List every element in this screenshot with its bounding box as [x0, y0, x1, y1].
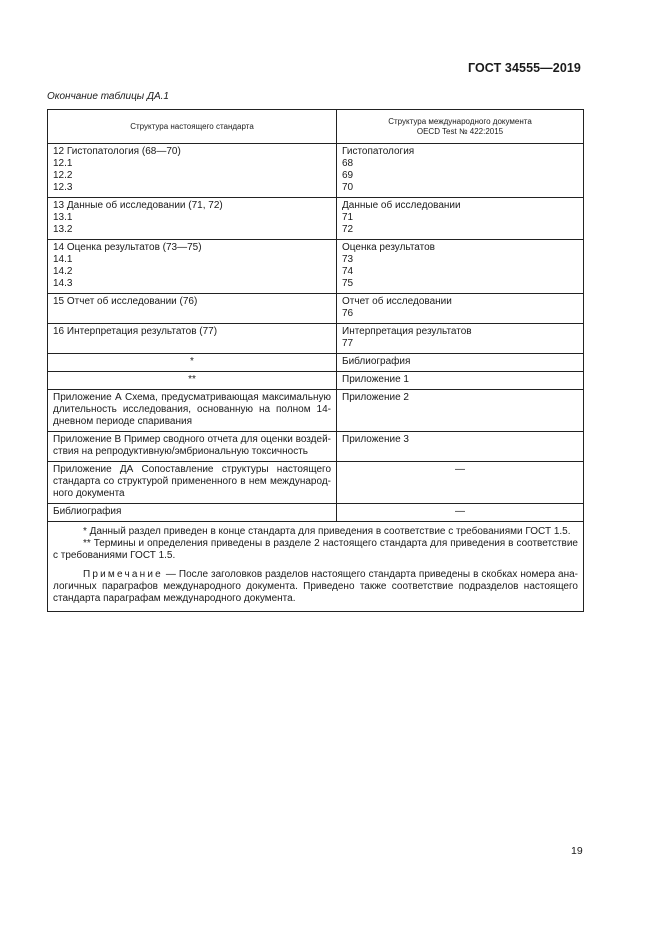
cell-line: 15 Отчет об исследовании (76) — [53, 296, 198, 307]
cell-right: — — [337, 504, 584, 522]
cell-right: Приложение 1 — [337, 372, 584, 390]
cell-right — [337, 144, 584, 198]
cell-left — [48, 240, 337, 294]
cell-footnote-marker-1: * — [48, 354, 337, 372]
cell-left: Библиография — [48, 504, 337, 522]
cell-line: Данные об исследовании — [342, 200, 461, 211]
cell-line: 14.2 — [53, 266, 73, 277]
cell-line: 71 — [342, 212, 354, 223]
cell-line: 12.2 — [53, 170, 73, 181]
cell-right — [337, 294, 584, 324]
cell-left: Приложение В Пример сводного отчета для оценки воздействия на репродуктивную/эмбриональную токсичность — [48, 432, 337, 462]
cell-line: 13 Данные об исследовании (71, 72) — [53, 200, 223, 211]
table-footnotes-row — [48, 522, 584, 612]
table-row — [48, 324, 584, 354]
footnote-1: * Данный раздел приведен в конце стандарта для приведения в соответствие с требованиями ГОСТ 1.5. — [83, 526, 571, 537]
col-header-standard: Структура настоящего стандарта — [48, 110, 337, 144]
col-header-international-doc: OECD Test № 422:2015 — [416, 126, 504, 136]
cell-left — [48, 144, 337, 198]
cell-line: 16 Интерпретация результатов (77) — [53, 326, 218, 337]
cell-right: Приложение 2 — [337, 390, 584, 432]
cell-line: 12.1 — [53, 158, 73, 169]
cell-line: Интерпретация результатов — [342, 326, 472, 337]
col-header-international-title: Структура международного документа — [388, 116, 532, 126]
cell-right: Приложение 3 — [337, 432, 584, 462]
cell-line: 12 Гистопатология (68—70) — [53, 146, 181, 157]
cell-line: 13.2 — [53, 224, 73, 235]
table-row — [48, 354, 584, 372]
page-number: 19 — [571, 845, 583, 857]
cell-right — [337, 240, 584, 294]
cell-left — [48, 294, 337, 324]
cell-line: 76 — [342, 308, 354, 319]
cell-left: Приложение А Схема, предусматривающая максимальную длительность исследования, основанную на полном 14-дневном периоде спаривания — [48, 390, 337, 432]
cell-footnote-marker-2: ** — [48, 372, 337, 390]
cell-right: — — [337, 462, 584, 504]
table-row — [48, 198, 584, 240]
cell-line: 14 Оценка результатов (73—75) — [53, 242, 202, 253]
cell-line: 68 — [342, 158, 354, 169]
table-header-row — [48, 110, 584, 144]
table-row — [48, 462, 584, 504]
footnotes-cell — [48, 522, 584, 612]
cell-line: Отчет об исследовании — [342, 296, 452, 307]
cell-right: Библиография — [337, 354, 584, 372]
table-row — [48, 390, 584, 432]
cell-line: 75 — [342, 278, 354, 289]
cell-line: Оценка результатов — [342, 242, 435, 253]
cell-left — [48, 198, 337, 240]
cell-line: 12.3 — [53, 182, 73, 193]
cell-line: 69 — [342, 170, 354, 181]
cell-line: 74 — [342, 266, 354, 277]
table-row — [48, 294, 584, 324]
table-caption: Окончание таблицы ДА.1 — [47, 91, 169, 102]
cell-line: 72 — [342, 224, 354, 235]
cell-right — [337, 324, 584, 354]
cell-line: 13.1 — [53, 212, 73, 223]
document-code: ГОСТ 34555—2019 — [467, 61, 581, 75]
comparison-table — [47, 109, 584, 612]
note-label: Примечание — [83, 569, 163, 580]
table-row — [48, 504, 584, 522]
cell-line: 77 — [342, 338, 354, 349]
note-text: — После заголовков разделов настоящего стандарта приведены в скобках номера аналогичных параграфов международного документа. Приведено также соответствие подразделов настоящего стандарта параграфам международного документа. — [53, 569, 578, 604]
table-note — [53, 569, 578, 605]
cell-line: 73 — [342, 254, 354, 265]
table-row — [48, 240, 584, 294]
cell-left — [48, 324, 337, 354]
cell-line: 14.3 — [53, 278, 73, 289]
cell-line: 70 — [342, 182, 354, 193]
table-row — [48, 372, 584, 390]
col-header-international — [337, 110, 584, 144]
cell-right — [337, 198, 584, 240]
cell-line: 14.1 — [53, 254, 73, 265]
table-row — [48, 432, 584, 462]
footnote-2: ** Термины и определения приведены в разделе 2 настоящего стандарта для приведения в соответствие с требованиями ГОСТ 1.5. — [53, 538, 578, 561]
table-row — [48, 144, 584, 198]
cell-left: Приложение ДА Сопоставление структуры настоящего стандарта со структурой примененного в нем международного документа — [48, 462, 337, 504]
cell-line: Гистопатология — [342, 146, 415, 157]
